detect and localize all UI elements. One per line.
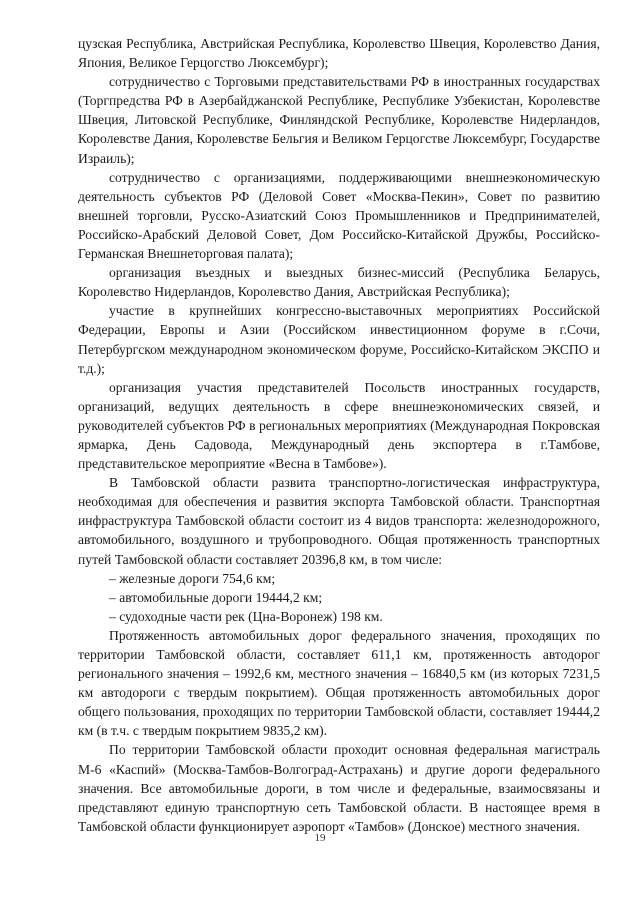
list-item: – железные дороги 754,6 км; (109, 570, 276, 586)
paragraph: В Тамбовской области развита транспортно-логистическая инфраструктура, необходимая для обеспечения и развития экспорта Тамбовской области. Транспортная инфраструктура Тамбовской области состоит из 4 видов транспорта: железнодорожного, автомобильного, воздушного и трубопроводного. Общая протяженность транспортных путей Тамбовской области составляет 20396,8 км, в том числе: (78, 475, 600, 567)
paragraph: сотрудничество с организациями, поддерживающими внешнеэкономическую деятельность субъектов РФ (Деловой Совет «Москва-Пекин», Совет по развитию внешней торговли, Русско-Азиатский Союз Промышленников и Предпринимателей, Российско-Арабский Деловой Совет, Дом Российско-Китайской Дружбы, Российско-Германская Внешнеторговая палата); (78, 169, 600, 262)
paragraph: организация участия представителей Посольств иностранных государств, организаций, ведущих деятельность в сфере внешнеэкономических связей, и руководителей субъектов РФ в региональных мероприятиях (Международная Покровская ярмарка, День Садовода, Международный день экспортера в г.Тамбове, представительское мероприятие «Весна в Тамбове»). (78, 379, 600, 472)
document-body (78, 34, 600, 836)
paragraph: сотрудничество с Торговыми представительствами РФ в иностранных государствах (Торгпредства РФ в Азербайджанской Республике, Республике Узбекистан, Королевстве Швеция, Литовской Республике, Финляндской Республике, Королевстве Нидерландов, Королевстве Дания, Королевстве Бельгия и Великом Герцогстве Люксембург, Государстве Израиль); (78, 74, 600, 166)
paragraph: цузская Республика, Австрийская Республика, Королевство Швеция, Королевство Дания, Япония, Великое Герцогство Люксембург); (78, 36, 600, 71)
paragraph: организация въездных и выездных бизнес-миссий (Республика Беларусь, Королевство Нидерландов, Королевство Дания, Австрийская Республика); (78, 265, 600, 300)
transport-list (78, 569, 600, 626)
paragraph: Протяженность автомобильных дорог федерального значения, проходящих по территории Тамбовской области, составляет 611,1 км, протяженность автодорог регионального значения – 1992,6 км, местного значения – 16840,5 км (из которых 7231,5 км автодороги с твердым покрытием). Общая протяженность автомобильных дорог общего пользования, проходящих по территории Тамбовской области, составляет 19444,2 км (в т.ч. с твердым покрытием 9835,2 км). (78, 627, 600, 739)
list-item: – судоходные части рек (Цна-Воронеж) 198 км. (109, 608, 383, 624)
paragraph: участие в крупнейших конгрессно-выставочных мероприятиях Российской Федерации, Европы и Азии (Российском инвестиционном форуме в г.Сочи, Петербургском международном экономическом форуме, Российско-Китайском ЭКСПО и т.д.); (78, 303, 600, 376)
list-item: – автомобильные дороги 19444,2 км; (109, 589, 323, 605)
page-number: 19 (314, 832, 326, 844)
paragraph: По территории Тамбовской области проходит основная федеральная магистраль М-6 «Каспий» (Москва-Тамбов-Волгоград-Астрахань) и другие дороги федерального значения. Все автомобильные дороги, в том числе и федеральные, взаимосвязаны и представляют единую транспортную сеть Тамбовской области. В настоящее время в Тамбовской области функционирует аэропорт «Тамбов» (Донское) местного значения. (78, 742, 600, 834)
